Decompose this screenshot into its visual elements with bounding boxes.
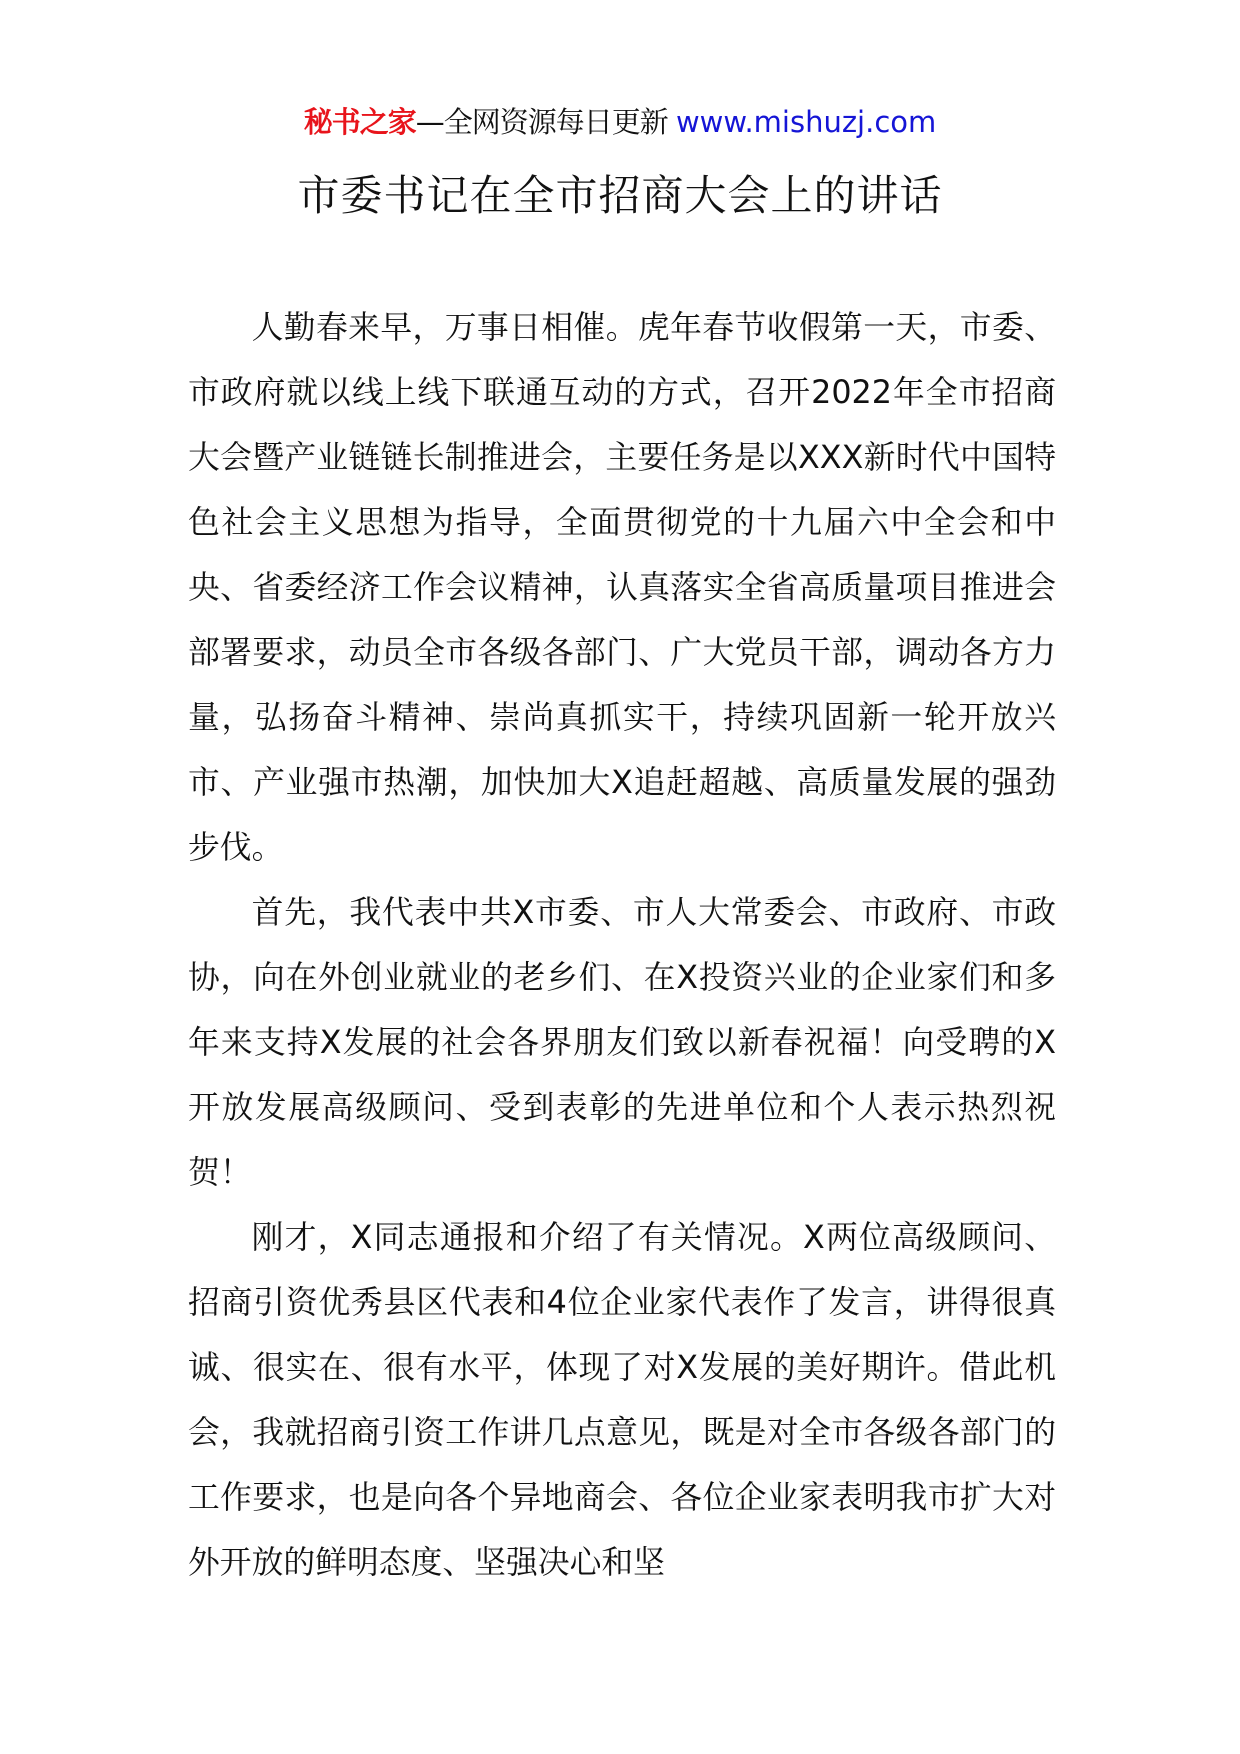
document-title: 市委书记在全市招商大会上的讲话: [297, 171, 943, 220]
site-header: [0, 100, 1240, 144]
brand-name: 秘书之家: [303, 105, 416, 139]
body-paragraph: 首先，我代表中共X市委、市人大常委会、市政府、市政协，向在外创业就业的老乡们、在X投资兴业的企业家们和多年来支持X发展的社会各界朋友们致以新春祝福！向受聘的X开放发展高级顾问、受到表彰的先进单位和个人表示热烈祝贺！: [188, 894, 1056, 1191]
header-tagline: —全网资源每日更新: [415, 105, 676, 139]
body-paragraph: 人勤春来早，万事日相催。虎年春节收假第一天，市委、市政府就以线上线下联通互动的方式，召开2022年全市招商大会暨产业链链长制推进会，主要任务是以XXX新时代中国特色社会主义思想为指导，全面贯彻党的十九届六中全会和中央、省委经济工作会议精神，认真落实全省高质量项目推进会部署要求，动员全市各级各部门、广大党员干部，调动各方力量，弘扬奋斗精神、崇尚真抓实干，持续巩固新一轮开放兴市、产业强市热潮，加快加大X追赶超越、高质量发展的强劲步伐。: [188, 309, 1056, 866]
body-paragraph: 刚才，X同志通报和介绍了有关情况。X两位高级顾问、招商引资优秀县区代表和4位企业家代表作了发言，讲得很真诚、很实在、很有水平，体现了对X发展的美好期许。借此机会，我就招商引资工作讲几点意见，既是对全市各级各部门的工作要求，也是向各个异地商会、各位企业家表明我市扩大对外开放的鲜明态度、坚强决心和坚: [188, 1219, 1056, 1581]
site-url-link[interactable]: www.mishuzj.com: [675, 105, 937, 139]
document-body: [188, 295, 1056, 1595]
